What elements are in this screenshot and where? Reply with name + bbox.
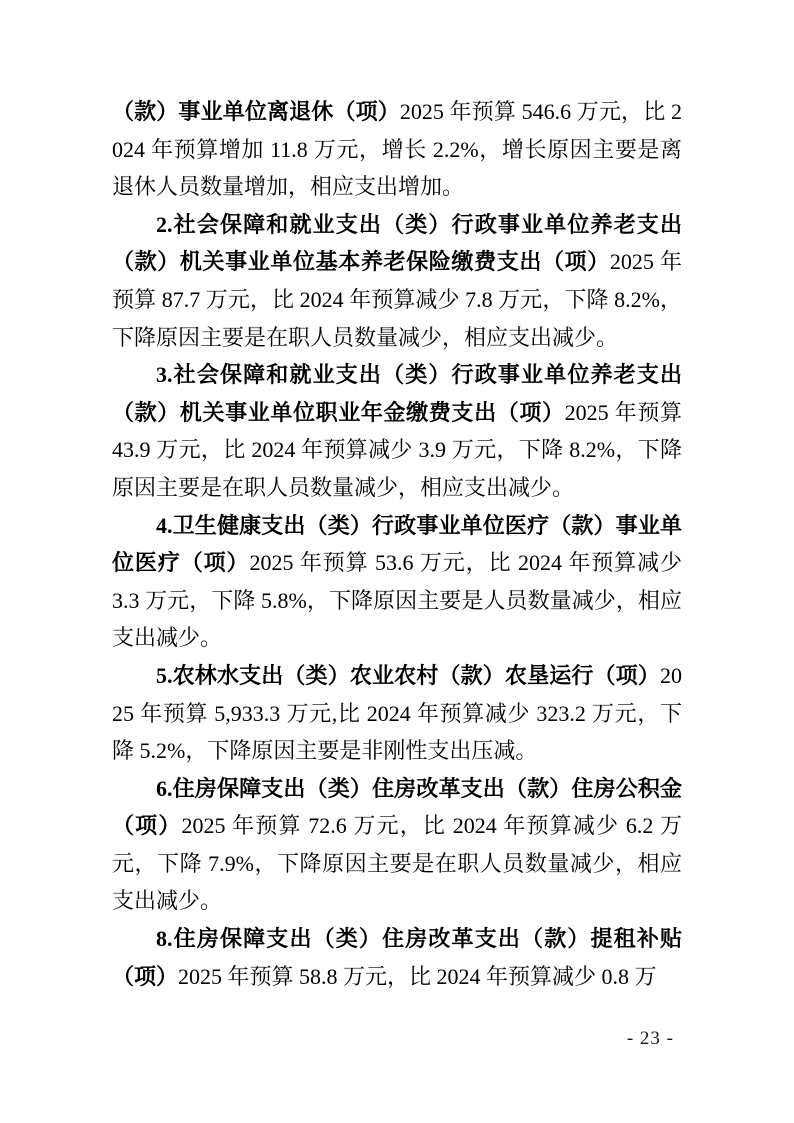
budget-paragraph-6 [112, 770, 682, 920]
paragraph-6-body-text: 2025 年预算 72.6 万元，比 2024 年预算减少 6.2 万元，下降 7.9%，下降原因主要是在职人员数量减少，相应支出减少。 [112, 813, 682, 914]
budget-paragraph-5 [112, 657, 682, 770]
paragraph-4-body-text: 2025 年预算 53.6 万元，比 2024 年预算减少 3.3 万元，下降 5.8%，下降原因主要是人员数量减少，相应支出减少。 [112, 550, 682, 651]
paragraph-3-body-text: 2025 年预算 43.9 万元，比 2024 年预算减少 3.9 万元，下降 8.2%，下降原因主要是在职人员数量减少，相应支出减少。 [112, 399, 682, 500]
paragraph-5-body-text: 2025 年预算 5,933.3 万元,比 2024 年预算减少 323.2 万元，下降 5.2%，下降原因主要是非刚性支出压减。 [112, 662, 682, 764]
paragraph-2-body-text: 2025 年预算 87.7 万元，比 2024 年预算减少 7.8 万元，下降 8.2%，下降原因主要是在职人员数量减少，相应支出减少。 [112, 249, 682, 350]
page-number: - 23 - [626, 1028, 674, 1049]
page-body [112, 93, 682, 995]
paragraph-2-bold-heading: 2.社会保障和就业支出（类）行政事业单位养老支出（款）机关事业单位基本养老保险缴费支出（项） [112, 211, 682, 275]
budget-paragraph-2 [112, 206, 682, 356]
paragraph-6-bold-heading: 6.住房保障支出（类）住房改革支出（款）住房公积金（项） [112, 775, 682, 839]
paragraph-4-bold-heading: 4.卫生健康支出（类）行政事业单位医疗（款）事业单位医疗（项） [112, 512, 682, 576]
paragraph-3-bold-heading: 3.社会保障和就业支出（类）行政事业单位养老支出（款）机关事业单位职业年金缴费支出（项） [112, 362, 682, 425]
paragraph-7-body-text: 2025 年预算 58.8 万元，比 2024 年预算减少 0.8 万 [178, 963, 657, 989]
paragraph-7-bold-heading: 8.住房保障支出（类）住房改革支出（款）提租补贴（项） [112, 926, 682, 989]
paragraph-1-bold-heading: （款）事业单位离退休（项） [112, 99, 400, 124]
budget-paragraph-7 [112, 920, 682, 995]
budget-paragraph-3 [112, 356, 682, 506]
budget-paragraph-4 [112, 507, 682, 657]
budget-paragraph-1 [112, 93, 682, 206]
paragraph-5-bold-heading: 5.农林水支出（类）农业农村（款）农垦运行（项） [156, 662, 660, 688]
paragraph-1-body-text: 2025 年预算 546.6 万元，比 2024 年预算增加 11.8 万元，增长 2.2%，增长原因主要是离退休人员数量增加，相应支出增加。 [112, 99, 682, 200]
